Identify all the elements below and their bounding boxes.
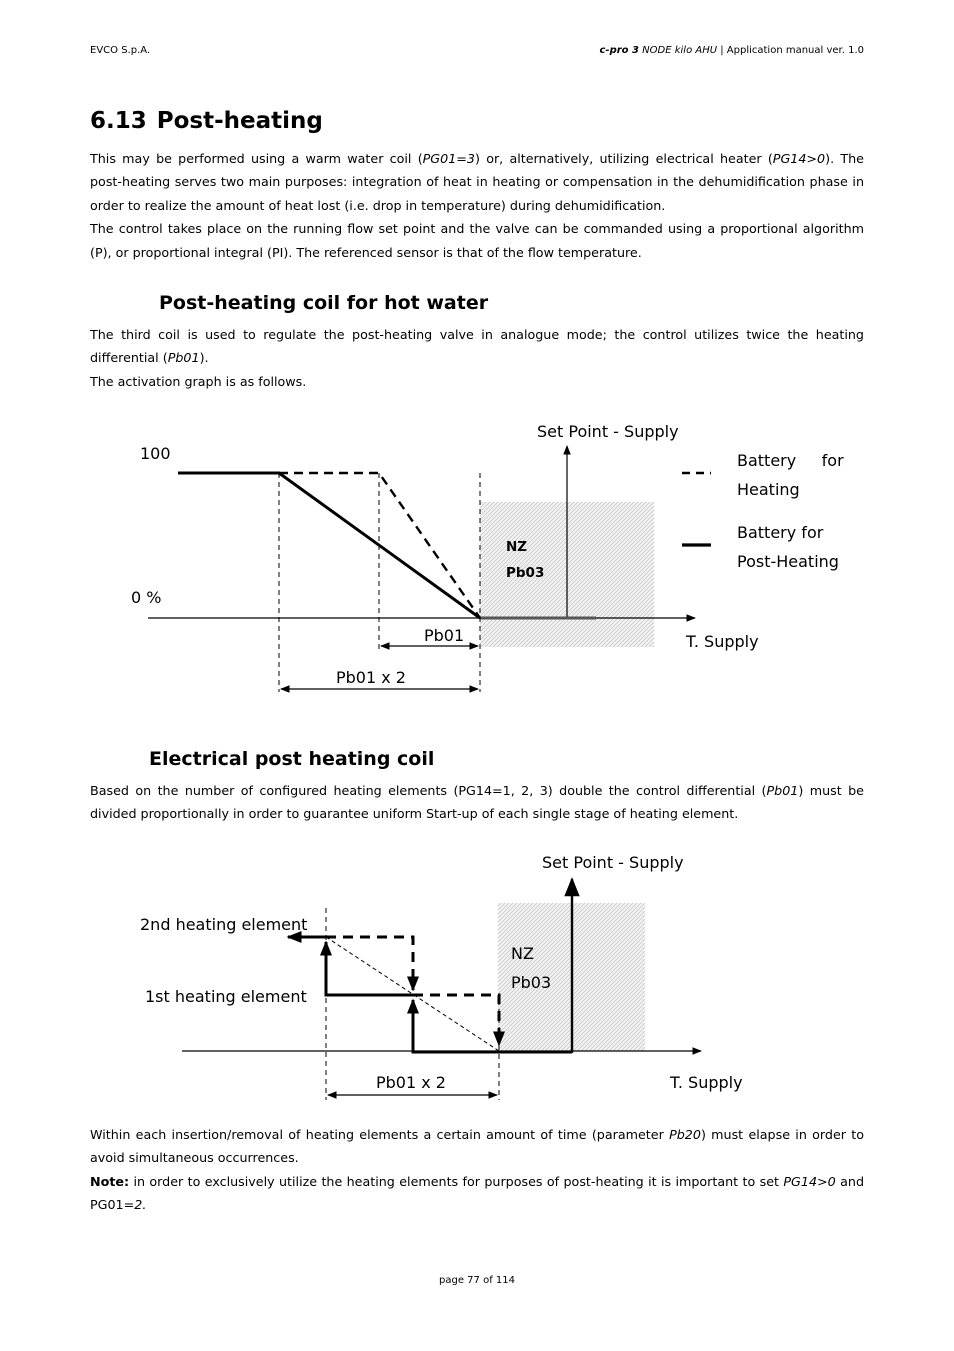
page-number: page 77 of 114 [439,1275,515,1286]
closing-paragraph-1: Within each insertion/removal of heating elements a certain amount of time (parameter Pb20) must elapse in order to avoid simultaneous occurrences. [90,1127,865,1166]
intro-paragraph-2: The control takes place on the running flow set point and the valve can be commanded using a proportional algorithm (P), or proportional integral (PI). The referenced sensor is that of the flow temperature. [90,221,864,260]
section-number: 6.13 [90,108,147,134]
note-paragraph: Note: in order to exclusively utilize the heating elements for purposes of post-heating it is important to set PG14>0 and PG01=2. [90,1173,864,1213]
legend-post-heating-label-1: Battery for [737,523,824,542]
pb01x2-label-2: Pb01 x 2 [376,1073,446,1092]
y-bottom-label: 0 % [131,588,162,607]
nz-label: NZ [506,539,528,555]
header-manual-version: | Application manual ver. 1.0 [720,45,864,56]
electrical-paragraph-1: Based on the number of configured heating elements (PG14=1, 2, 3) double the control differential (Pb01) must be divided proportionally in order to guarantee uniform Start-up of each single stage of heating element. [90,783,864,822]
x-axis-label-2: T. Supply [670,1073,743,1092]
legend-heating-label-1: Battery for [737,451,844,470]
stage-2-off-path [326,937,413,990]
legend-post-heating-label-2: Post-Heating [737,552,839,571]
nz-label-2: NZ [511,944,534,963]
hot-water-paragraph-2: The activation graph is as follows. [90,373,307,389]
header-product-model: NODE kilo AHU [642,45,718,56]
setpoint-label-2: Set Point - Supply [542,853,684,872]
second-element-label: 2nd heating element [140,915,308,934]
intro-paragraph-1: This may be performed using a warm water coil (PG01=3) or, alternatively, utilizing electrical heater (PG14>0). The post-heating serves two main purposes: integration of heat in heating or compensation in the dehumidification phase in order to realize the amount of heat lost (i.e. drop in temperature) during dehumidification. [90,151,864,213]
stage-1-on-path [413,1000,499,1052]
electrical-heading: Electrical post heating coil [149,748,435,770]
closing-text [90,1123,864,1217]
first-element-label: 1st heating element [145,987,307,1006]
header-product: c-pro 3 [599,45,639,56]
stage-2-on-path [326,942,413,995]
section-title-text: Post-heating [156,108,323,134]
header-company: EVCO S.p.A. [90,45,151,56]
pb01-label: Pb01 [424,626,465,645]
y-top-label: 100 [140,444,171,463]
pb03-label-2: Pb03 [511,973,552,992]
hot-water-paragraph-1: The third coil is used to regulate the post-heating valve in analogue mode; the control utilizes twice the heating differential (Pb01). [90,327,864,366]
note-label: Note: [90,1173,130,1189]
hot-water-heading: Post-heating coil for hot water [159,292,489,314]
legend-heating-label-2: Heating [737,480,800,499]
x-axis-label: T. Supply [686,632,759,651]
pb03-label: Pb03 [506,565,545,581]
setpoint-label: Set Point - Supply [537,422,679,441]
pb01x2-label: Pb01 x 2 [336,668,406,687]
